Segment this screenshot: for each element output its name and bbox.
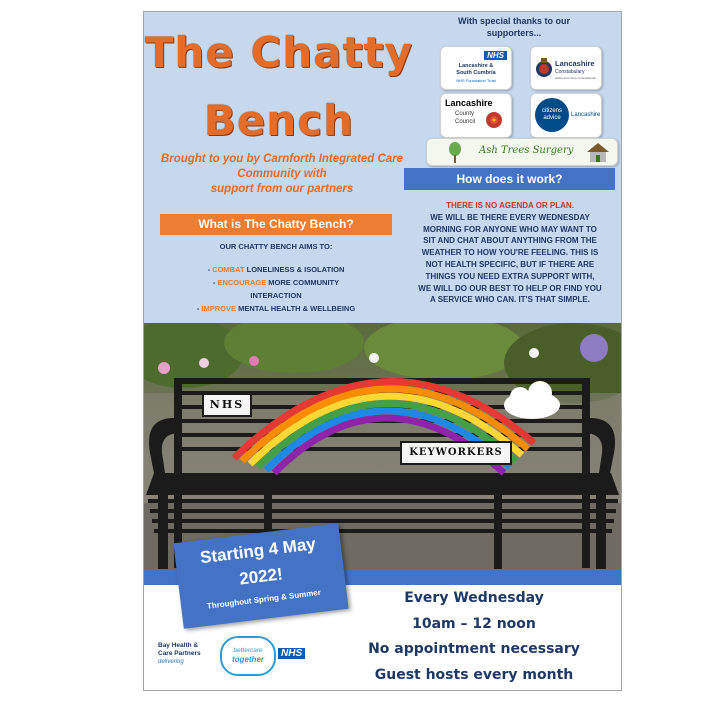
- how-line: WE WILL DO OUR BEST TO HELP OR FIND YOU: [418, 283, 602, 293]
- county-council-logo: [440, 93, 512, 138]
- citizens-side: Lancashire: [571, 112, 601, 118]
- county-line-1: Lancashire: [445, 98, 493, 108]
- brought-by-line-3: support from our partners: [210, 183, 354, 195]
- surgery-name: Ash Trees Surgery: [479, 145, 574, 156]
- nhs-trust-line-3: NHS Foundation Trust: [456, 78, 496, 83]
- supporters-heading-line-1: With special thanks to our: [458, 16, 570, 26]
- aims-list: [144, 263, 408, 315]
- brought-by-text: [144, 152, 420, 197]
- county-line-3: Council: [455, 119, 476, 125]
- aim-item: - COMBAT LONELINESS & ISOLATION: [207, 265, 345, 274]
- start-line-1: Starting 4 May: [199, 534, 317, 568]
- nhs-trust-line-2: South Cumbria: [456, 70, 496, 76]
- bay-health-line-2: Care Partners: [158, 650, 201, 657]
- how-heading: How does it work?: [404, 168, 615, 190]
- how-line: WEATHER TO HOW YOU'RE FEELING. THIS IS: [421, 248, 599, 258]
- brought-by-line-2: Community with: [237, 168, 327, 180]
- police-badge-icon: [535, 57, 553, 79]
- schedule-line: Guest hosts every month: [374, 666, 574, 683]
- how-line: MORNING FOR ANYONE WHO MAY WANT TO: [423, 224, 597, 234]
- nhs-trust-logo: [440, 46, 512, 90]
- aims-intro: OUR CHATTY BENCH AIMS TO:: [219, 242, 333, 251]
- bay-health-logo: [158, 642, 218, 666]
- tree-icon: [447, 141, 463, 163]
- footer-nhs-logo: NHS: [278, 648, 305, 659]
- poster: [143, 11, 622, 691]
- supporters-heading-line-2: supporters...: [486, 28, 542, 38]
- police-line-3: police and crime commissioner: [555, 76, 597, 80]
- better-care-line-2: together: [232, 655, 264, 664]
- police-line-2: Constabulary: [555, 69, 585, 75]
- how-text: [406, 200, 614, 306]
- schedule-line: 10am – 12 noon: [412, 615, 536, 632]
- red-rose-icon: [485, 110, 503, 130]
- footer-logos: [158, 636, 328, 676]
- aim-item: INTERACTION: [250, 291, 302, 300]
- police-logo: [530, 46, 602, 90]
- house-icon: [585, 141, 611, 163]
- how-line: NOT HEALTH SPECIFIC, BUT IF THERE ARE: [425, 259, 595, 269]
- citizens-line-2: advice: [543, 115, 561, 121]
- title-line-1: The Chatty: [144, 28, 414, 77]
- how-lead: THERE IS NO AGENDA OR PLAN.: [446, 201, 574, 210]
- nhs-bench-sign: NHS: [202, 393, 252, 417]
- how-line: THINGS YOU NEED EXTRA SUPPORT WITH,: [425, 271, 595, 281]
- how-line: SIT AND CHAT ABOUT ANYTHING FROM THE: [423, 236, 597, 246]
- how-line: A SERVICE WHO CAN. IT'S THAT SIMPLE.: [430, 295, 590, 305]
- supporters-heading: [414, 15, 614, 39]
- how-line: WE WILL BE THERE EVERY WEDNESDAY: [430, 212, 590, 222]
- nhs-badge: NHS: [484, 51, 507, 60]
- aim-item: - IMPROVE MENTAL HEALTH & WELLBEING: [196, 304, 356, 313]
- county-line-2: County: [455, 111, 475, 117]
- citizens-advice-logo: [530, 93, 602, 138]
- schedule-line: No appointment necessary: [368, 641, 580, 657]
- nhs-trust-line-1: Lancashire &: [458, 63, 494, 69]
- better-care-line-1: bettercare: [233, 647, 263, 654]
- aim-item: - ENCOURAGE MORE COMMUNITY: [212, 278, 340, 287]
- keyworkers-bench-sign: KEYWORKERS: [400, 441, 512, 465]
- title-line-2: Bench: [203, 96, 355, 145]
- schedule-line: Every Wednesday: [404, 590, 544, 606]
- police-line-1: Lancashire: [555, 59, 595, 68]
- bay-health-line-3: delivering: [158, 659, 184, 665]
- schedule-text: [344, 586, 604, 688]
- bay-health-line-1: Bay Health &: [158, 642, 199, 649]
- brought-by-line-1: Brought to you by Carnforth Integrated Care: [160, 153, 404, 165]
- what-is-heading: What is The Chatty Bench?: [160, 214, 392, 235]
- start-line-3: Throughout Spring & Summer: [206, 587, 322, 611]
- citizens-line-1: citizens: [541, 108, 562, 114]
- start-line-2: 2022!: [238, 564, 284, 589]
- ash-trees-surgery-logo: [426, 138, 618, 166]
- better-care-logo: [220, 636, 276, 676]
